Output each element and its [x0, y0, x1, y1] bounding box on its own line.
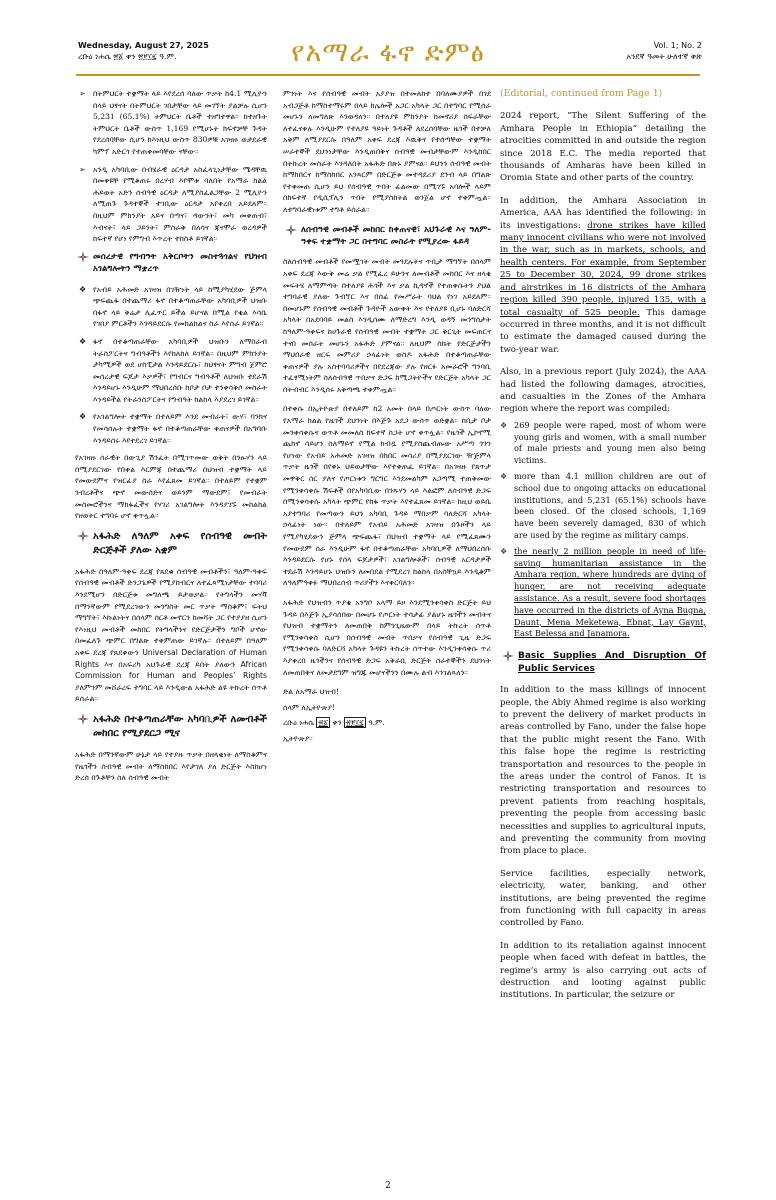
heading-text: Basic Supplies And Disruption Of Public Services: [518, 651, 706, 675]
para-text: እና በአፍሪካ አህጉራዊ ደረጃ ይበት ያለውን: [104, 659, 236, 669]
col3-paragraph-4: In addition to the mass killings of innocent people, the Abiy Ahmed regime is also working to prevent the delivery of market products in areas controlled by Fano, under the false hope that the public might resent the Fano. With this false hope the regime is restricting transportation and resources to the people in the areas under the control of Fanos. It is restricting transportation and resources to prevent patients from reaching hospitals, preventing the people from accessing basic necessities and supplies to agricultural inputs, and preventing the community from moving from place to place.: [500, 685, 706, 857]
ethio-volume-line: አንደኛ ዓመት ሁለተኛ ቅጽ: [626, 52, 702, 61]
compass-rose-icon: [285, 224, 297, 236]
diamond-bullet-icon: ❖: [79, 412, 87, 422]
newspaper-title: የአማራ ፋኖ ድምፅ: [291, 37, 485, 68]
para-text: ያለምንም መሸራረፍ ተግባር ላይ እንዲውል አፋሕድ ልዩ ትኩረት ሰጥቶ ይሰራል።: [75, 682, 267, 704]
date-pre: ረቡዕ ነሐሴ: [283, 718, 315, 728]
masthead-volume-block: [626, 40, 702, 62]
diamond-bullet-icon: ❖: [79, 336, 87, 346]
date-year: ፳፻፲፯: [346, 718, 364, 728]
col1-heading-supplies: [75, 251, 267, 276]
heading-text: መሰረታዊ የግብዓት አቅርቦትን መስተጓጎልና የህዝብ አገልግሎትን ማቋረጥ: [93, 251, 267, 275]
column-1: [75, 88, 267, 792]
date-post: ዓ.ም.: [368, 718, 385, 728]
diamond-bullet-icon: ❖: [500, 546, 508, 556]
bullet-text: the nearly 2 million people in need of life-saving humanitarian assistance in the Amhara region, where hundreds are dying of hunger, are not receiving adequate assistance. As a result, severe food shortages have occurred in the districts of Ayna Bugna, Daunt, Mena Meketewa, Ebnat, Lay Gaynt, East Belessa and Janamora.: [514, 545, 706, 639]
bullet-text: ፋኖ በተቆጣጠራቸው አካባቢዎች ህዝቡን ለማስራብ ትራስፖርትና ግብዓቶችን እየከለከለ ይገኛል። በዚህም ምክንያት ታካሚዎች ወደ ሆስፒታል እንዳይደርሱ፣ ከህፃናት ምግብ ጀምሮ መሰረታዊ ፍጆታ እቃዎች፣ የግብርና ግብዓቶች ለህዝቡ ተደራሽ እንዳይሆኑ እንዲሁም ማህበረሰቡ ከቦታ ቦታ ተንቀሳቅሶ መስራት እንዳይችል የትራንስፖርትና የግብዓት ክልከላ እያደረገ ይገኛል።: [93, 336, 267, 404]
heading-text: ለሰብዓዊ መብቶች መከበር ከቀጠናዊ፣ አህጉራዊ እና ዓለም-ዓቀፍ ተቋማት ጋር በተግባር መስራት የሚያረው ፋይዳ: [301, 224, 491, 247]
column-3: [500, 88, 706, 1012]
achpr-name: African Commission for Human and Peoples’ Rights: [75, 659, 267, 681]
col1-paragraph-3: አፋሕድ በማንኛውም ሁኔታ ላይ የተያዙ ጥቃት በዘላቂነት ለማስቆምና የዜጎችን ሰብዓዊ መብት ለማስከበር እየታገለ ያለ ድርጅት እስከሆነ ድረስ በጉቶቸን ስለ ሰብዓዊ መብት: [75, 749, 267, 783]
col2-paragraph-3: በተቀሱ በኢትዮጵያ በተለይም ከ2 አመት በላይ በጦርነት ውስጥ ባለው የአማራ ክልል የዜጎች ደህንነት በእጅጉ አደጋ ውስጥ ወድቋል። ከቢታ ቦታ መንቀሳቀሱና ወጥቶ መመለስ ከፍተኛ ስጋት ሆኖ ቀጥሏል። የዜጎች ኢኮኖሚ ጨክኖ ሳይሆን ስለማይኖ የሚል ከብዷ የሚያስጨብጡው አሥጣ ጎንን የሆነው የአብይ አሕመድ አገዛዝ በክበር መሳሪያ በሚያደርገው ዥጅምላ ጥቃት ዜጎች በየቀኑ ህይወታቸው እየተቀጠፈ ይገኛል። በአገዛዙ የጸጥታ መዋቅር ሰር ያለና የጦርነቱን ግርግር እንደመልካም አጋጣሚ ተጠቅመው የሚንቀሳቀሱ ሽፍቶች በየአካባቢው በንጹሃን ላይ እልፎም ለሰብዓዊ ድጋፍ በሚንቀሳቀሱ አካላት ጭምር የከፋ ጥቃት እየተፈጸመ ይገኛል። ከዚህ ወይቤ አያተግባሪ የመጣውን ይህን አካባቢ ጉዳይ ማበቃም ባለድርሻ አካላት ኃላፊነት ነው። በተለይም የአብይ አሕመድ አገዛዝ በጉዞችን ላይ የሚያካሂደውን ጅምላ ጭፍጨፋ፣ በህዝብ ተቋማት ላይ የሚፈጸሙን የመውደም ስራ እንዲሁም ፋኖ በተቆጣጠራቸው አካባቢዎች ለማህበረሰቡ እንዳይደርሱ የሆኑ የሰላ ፍጆታዎች፣ አገልግሎቶች፣ ሰብዓዊ አርዳታዎች ተደራሽ እንዳይሆኑ ህዝቡን ለመበደል የሚደረገ ክልከላ በአስቸኳይ እንዲቆም ለዓለምዓቀፉ ማህበረሰብ ጥሪያችን እናቀርባለን።: [283, 404, 491, 588]
bullet-text: በትምህርት ተቋማት ላይ እየደረሰ ባለው ጥቃት ከ4.1 ሚሊዮን በላይ ህፃናት በትምህርት ገበታቸው ላይ መገኘት ያልቻሉ ሲሆን 5,231 (65.1%) ትምህርት ቤቶች ተዘግተዋል። ከተዘጉት ትምህርት ቤቶች ውስጥ 1,169 የሚሆኑት ክፍኖቻቸ ጉዳት የደረሰባቸው ሲሆን ከእነዚህ ውስጥ 830ዎቹ አገዛዙ ወታደራዊ ካምፕ አድርጎ የተጠቀመባቸው ናቸው።: [93, 89, 267, 156]
para-text: አፋሕድ በዓለም-ዓቀፍ ደረጃ የጸደቁ ሰብዓዊ መብቶችን፣ ዓለም-ዓቀፍ የሰብዓዊ መብቶች ድንጋጌዎች የሚያከብርና ለተፈጻሚነታቸው ተባባሪ እንደሚሆን በድርጅቱ መግለጫ ይታወቃል። የትግላችን መሃቫ በማንኛውም የሚደረገውን መንግስት መር ጥቃት ማስቆም፣ ፍትህ ማግኘት፣ እኩልነትና በሰላም ሰርቶ መኖርን ከመሻት ጋር የተያያዘ ሲሆን የእነዚህ መብቶች መከበር የትግላችንና የድርጅታችን ግቦች ሆኖው በመፈለጉ ጭምር በግልጽ ተቀምጠው ይገኛሉ። በተለይም በዓለም አቀፍ ደረጃ የጸደቀውን: [75, 566, 267, 657]
col1-paragraph-2: [75, 566, 267, 705]
diamond-bullet-icon: ❖: [79, 284, 87, 294]
signoff-line-4: ኢትዮጵያ።: [283, 733, 313, 743]
bullet-text: የአብይ አሕመድ አገዛዝ በገዥነት ላይ ከሚያካሂደው ጅምላ ጭፍጨፋ በተጨማሪ ፋኖ በተቆጣጠራቸው አካባቢዎች ህዝቡ በፋኖ ላይ ቅሬታ ሊፈጥር ይችል ይሆናል በሚል የቂል እሳቤ የገበያ ምርቶችን እንዳይደርሱ የመከልከልና ስራ እየሰራ ይገኛል።: [93, 284, 267, 329]
col2-signoff: [283, 686, 491, 744]
udhr-name: Universal Declaration of Human Rights: [75, 647, 267, 669]
para-text: This damage occurred in three months, and it is not difficult to estimate the damaged caused during the two-year war.: [500, 307, 706, 355]
bullet-text: አንዲ አካባቢው በብሄራዊ ዕርዳታ አስፈላጊነታቸው ሜዳቸዉ በመቀዩቸ የሚቆጠሩ በረሃብ እየሞቱ ባለበት የአማራ ክልል ሕይወት አድን ሰብዓዊ ዕርዳታ ለሚያስፈልጋቸው 2 ሚሊዮን ለሚጠጉ ጉዳተኞች ተገቢው ዕርዳታ አየቀረበ አይደለም። በዚህም ምክንያት አይና በጣና፣ ዳውንት፣ መካ መቀጠብ፣ እብናት፣ ላይ ጋይንት፣ ምስራቅ በለሳና ጃናሞራ ወረዳዎች ከፍተኛ የሆነ የምግብ እጥረት ተከስቶ ይገኛል።: [93, 164, 267, 244]
col3-damage-list: [500, 420, 706, 640]
col3-paragraph-2: [500, 195, 706, 356]
ethio-date-line: ረቡዕ ነሐሴ ፳፩ ቀን ፳፻፲፯ ዓ.ም.: [78, 52, 177, 61]
col1-heading-role: [75, 713, 267, 741]
editorial-continued-note: (Editorial, continued from Page 1): [500, 88, 663, 99]
list-item: [500, 420, 706, 467]
col2-paragraph-1: ምንነት እና የሰብዓዊ መብት አያያዝ በተመለከተ በባለሙያዎች በገደ አብጋጅቶ ከማስተማሩም በላይ ከሌሎች አጋር አካላት ጋር በተግባር የሚሰራ መሆኑን ለመግለጽ እንወዳለን። በተለያዩ ምክንያት ከመኖሪያ ስፍራቸው ለተፈናቀሉ እንዲሁም የተለያዩ ዓይነት ጉዳቶች ለደረሰባቸው ዜጎች በተቻለ አቅም ለሚያደርሱ በዓለም አቀፍ ደረጃ እዉቅና የተሰጣቸው ተቋማት ሠራተኞች ደህንነታቸው እንዲጠበቅና ሰብዓዊ መብታቸውም እንዲከበር በትኩረት መስራት እንዳለበት አፋሕድ በጽኑ ያምናል። ይህንን ሰብዓዊ መብት ከማክበርና ከማስከበር አንጻርም በድርጅቱ መተዳደሪያ ደንብ ላይ በግልጽ የተቀመጠ ሲሆን ይህ የሰብዓዊ ጥበት ፊልመው በሚገኙ አባሎች ላይም በከፍተኛ የዲሲፕሊን ጥበት የሚያስከትል ወንጀል ሆኖ ተቀምጧል። ለተግባራዊነቱም ተግቶ ይሰራል።: [283, 89, 491, 214]
col2-paragraph-4: አፋሕድ የህዝብን ጥያቄ አንግቦ አላማ ይዞ እንደሚንቀሳቀስ ድርጅት ይህ ጉዳይ በእጅጉ ኢያሳሰበው በመሆኑ የጦርነት ተሳታፊ ያልሆኑ ዜጎችን መብትና የህዝብ ተቋማትን ለመጠበቅ ከምንጊዜውም በላይ ትኩረት ሰጥቶ የሚንቀሳቀስ ሲሆን በሰብዓዊ መብት ጥበቃና የሰብዓዊ ጊዜ ድጋፍ የሚንቀሳቀሱ ባለድርሻ አካላት ጉዳዩን ትኩረት ሰጥተው እንዲንቀሳቀሱ ጥሪ እያቀረበ ዜጎችንና የሰብዓዊ ድጋፍ አቅራቢ ድርጅት ሰራተኞችን ደህንነት ለመጠበቅና ለመታደግም ዝግጁ መሆናችንን በሙሉ ልብ እንገልጻለን።: [283, 597, 491, 677]
list-item: [75, 164, 267, 245]
col3-paragraph-6: In addition to its retaliation against innocent people when faced with defeat in battles, the regime’s army is also carrying out acts of destruction and looting against public institutions. In particular, the seizure or: [500, 940, 706, 1001]
col3-paragraph-5: Service facilities, especially network, electricity, water, banking, and other institutions, are being prevented the regime from functioning with full capacity in areas controlled by Fano.: [500, 868, 706, 929]
signoff-line-1: ድል ለአማራ ህዝብ!: [283, 687, 339, 697]
compass-rose-icon: [77, 530, 89, 542]
col2-paragraph-2: ስለሰብዓዊ መብቶች የመሟገት መብት መጓደሉትና ጥቢታ ማግኘት በሰላም አቀፍ ደረጃ እውቅ መሬ ቃል የሚፈረ ይሁንና ለመብቶች መከበር እና ዘላቂ መፍትሄ ለማምጣት በተለያዩ ሕጎች እና ቃል ኪዳኖች የተጠቀሱትን ያህል ተግባራዊ ያለው ጉብኘር እና በሰፊ የመሥራት ባህል የነገ አይደለም። በመሆኑም የሰብዓዊ መብቶች ጉዳዮች አውቀት እና የተለያዩ ቢሆኑ ባለድርሻ አካላት በአደባባይ መልስ እንዲሰሙ ለማድረግ እንዲ ወዳኝ መንግስታት ከዓለም-ዓቀፍና ከሀጉራዊ የሰብዓዊ መብት ተቋማት ጋር ቅርጊት መፍጠርና ተናበ መስራት መሆኑን አፋሕድ ያምናል። ለዚህም ስኬት የድርጅታችን ማህበራዊ ዘርፍ መምሪያ ኃላፊነት ወስዶ አፋሕድ በተቆጣጠራቸው ቀጠናዎች ያሉ አስተባባሪዎችና በየደረጃው ያሉ የዘርፉ አመራሮች ግንባቢ ተፈፃሚነትም ስለሰብዓዊ ጥበቃና ድጋፍ ከሚጋትዮችና የድርጅት አካላት ጋር በትብብር እንዲሰሩ አቅጣጫ ተቀምጧል።: [283, 257, 491, 394]
list-item: [500, 546, 706, 640]
bullet-text: 269 people were raped, most of whom were young girls and women, with a small number of male priests and young men also being victims.: [514, 419, 706, 466]
arrow-bullet-icon: ➢: [79, 164, 86, 174]
date-line: Wednesday, August 27, 2025: [78, 41, 209, 50]
col1-sub-list: [75, 284, 267, 447]
bullet-text: more than 4.1 million children are out of school due to ongoing attacks on educational institutions, and 5,231 (65.1%) schools have been closed. Of the closed schools, 1,169 have been severely damaged, 830 of which are used by the regime as military camps.: [514, 470, 706, 540]
para-text: In addition, the Amhara Association in America, AAA has identified the following: in its investigations:: [500, 195, 706, 231]
page-number: 2: [385, 1181, 391, 1191]
col1-paragraph-1: የአገዛዙ ሰራዊት በውጊያ ሽንፈት በሚገጥመው ወቅት በንፁሃን ላይ በሚያደርገው የበቀል እርምጃ በተጨማሪ በህዝብ ተቋማት ላይ የመውደምና የዝርፊያ ስራ እየፈጸመ ይገኛል። በተለይም የተቋም ንብረቶችና ጭኖ መውሰድና ወይንም ማውደም፣ የመብራት መስመሮችንና ማከፋፈችና የሃገሪ አገልግሎት እንዳያገኙ መከልከል የዘወትር ተግባሩ ሆኖ ቀጥሏል።: [75, 453, 267, 521]
list-item: [75, 336, 267, 406]
masthead: [0, 0, 776, 74]
col3-heading-supplies: [500, 650, 706, 676]
underlined-text: drone strikes have killed many innocent civilians who were not involved in the war, such as in markets, schools, and health centers. For example, from September 25 to December 30, 2024, 99 drone strikes and airstrikes in 16 districts of the Amhara region killed 390 people, injured 135, with a total casualty of 525 people.: [500, 220, 706, 318]
col1-bullet-list: [75, 88, 267, 245]
list-item: [500, 471, 706, 542]
compass-rose-icon: [502, 650, 514, 662]
heading-text: አፋሕድ ለዓለም አቀፍ የሰብዓዊ መብት ድርጅቶች ያለው አቋም: [93, 530, 267, 556]
column-2: [283, 88, 491, 749]
col3-paragraph-3: Also, in a previous report (July 2024), the AAA had listed the following damages, atrocities, and casualties in the Zones of the Amhara region where the report was compiled:: [500, 367, 706, 415]
diamond-bullet-icon: ❖: [500, 420, 508, 430]
col1-heading-stance: [75, 530, 267, 558]
date-day: ፳፩: [318, 718, 329, 728]
bullet-text: የአገልግሎት ተቋማት በተለይም እንደ መብራት፣ ውሃ፣ ባንክና የመሳሰሉት ተቋማት ፋኖ በተቆጣጠራቸው ቀጠናዎች በአግባቡ እንዳይሰሩ እየተደረገ ይገኛል።: [93, 412, 267, 445]
signoff-date: [283, 717, 491, 729]
list-item: [75, 284, 267, 330]
list-item: [75, 88, 267, 158]
arrow-bullet-icon: ➢: [79, 89, 86, 98]
col3-paragraph-1: 2024 report, “The Silent Suffering of the Amhara People in Ethiopia” detailing the atrocities committed in and outside the region since 2018 E.C. The media reported that thousands of Amharas have been killed in Oromia State and other parts of the country.: [500, 111, 706, 184]
volume-line: Vol. 1; No. 2: [653, 41, 702, 50]
compass-rose-icon: [77, 251, 89, 263]
heading-text: አፋሕድ በተቆጣጠራቸው አካባቢዎች ለመብቶች መከበር የሚያደርጋ ሚና: [93, 713, 267, 739]
date-mid: ቀን: [332, 718, 342, 728]
col2-heading-cooperation: [283, 224, 491, 249]
list-item: [75, 411, 267, 446]
diamond-bullet-icon: ❖: [500, 471, 508, 481]
signoff-line-2: ሰላም ለኢትዮጵያ!: [283, 702, 336, 712]
compass-rose-icon: [77, 713, 89, 725]
masthead-rule: [76, 74, 700, 76]
